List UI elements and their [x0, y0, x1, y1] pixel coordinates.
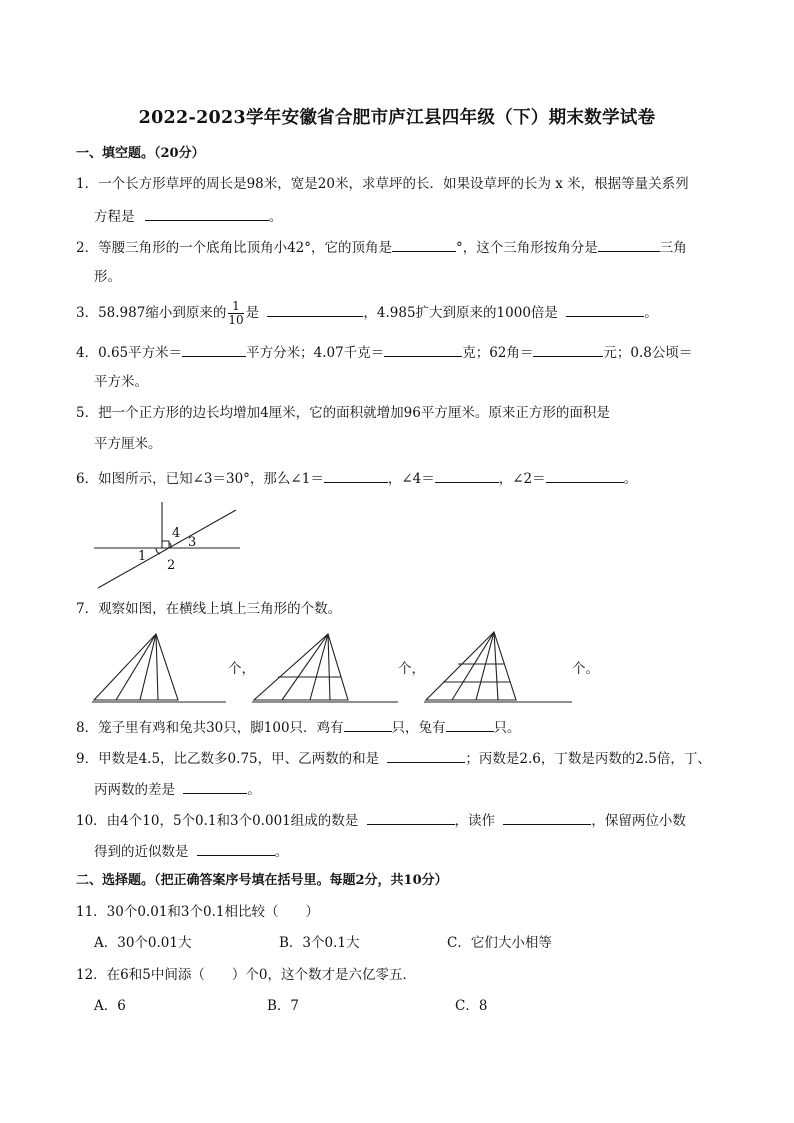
q8-text-a: 8．笼子里有鸡和兔共30只，脚100只．鸡有: [76, 720, 344, 736]
q7-unit-3: 个。: [572, 661, 599, 677]
question-5-line-2: 平方厘米。: [94, 436, 162, 452]
answer-blank[interactable]: [267, 302, 363, 317]
question-1-line-2: [94, 206, 282, 226]
q11-option-a[interactable]: A．30个0.01大: [94, 935, 192, 951]
angle-label-4: 4: [172, 526, 181, 541]
q8-text-c: 只。: [493, 720, 521, 736]
q11-option-b[interactable]: B．3个0.1大: [279, 935, 360, 951]
q4-text-c: 克；62角＝: [462, 345, 534, 361]
question-4-line-2: 平方米。: [94, 374, 148, 390]
answer-blank[interactable]: [598, 237, 660, 252]
answer-blank[interactable]: [324, 468, 388, 483]
q7-unit-2: 个，: [398, 661, 425, 677]
interior-line: [452, 632, 494, 700]
question-4-line-1: [76, 342, 692, 362]
q6-text-d: 。: [623, 471, 638, 487]
question-10-line-2: [94, 841, 288, 861]
q10-text-a: 10．由4个10，5个0.1和3个0.001组成的数是: [76, 813, 359, 829]
q3-text-c: ，4.985扩大到原来的1000倍是: [363, 305, 558, 321]
q9-text-c: 丙两数的差是: [94, 782, 175, 798]
q4-text-b: 平方分米；4.07千克＝: [246, 345, 385, 361]
answer-blank[interactable]: [145, 206, 269, 221]
q3-text-a: 3．58.987缩小到原来的: [76, 305, 227, 321]
fraction-denominator: 10: [228, 313, 244, 327]
answer-blank[interactable]: [446, 717, 494, 732]
angle-label-1: 1: [138, 549, 147, 564]
q4-text-a: 4．0.65平方米＝: [76, 345, 183, 361]
q4-text-d: 元；0.8公顷＝: [603, 345, 693, 361]
question-1-line-1: 1．一个长方形草坪的周长是98米，宽是20米，求草坪的长．如果设草坪的长为 x 米，根据等量关系列: [76, 176, 689, 192]
interior-line: [156, 634, 158, 700]
triangle-figure-1: [92, 630, 228, 704]
q6-text-b: ，∠4＝: [387, 471, 435, 487]
question-9-line-2: [94, 779, 261, 799]
q12-option-a[interactable]: A．6: [94, 998, 126, 1014]
answer-blank[interactable]: [367, 810, 455, 825]
question-11: 11．30个0.01和3个0.1相比较（ ）: [76, 904, 319, 920]
answer-blank[interactable]: [183, 779, 247, 794]
q9-text-b: ；丙数是2.6，丁数是丙数的2.5倍，丁、: [465, 751, 711, 767]
answer-blank[interactable]: [182, 342, 246, 357]
q8-text-b: 只，兔有: [391, 720, 446, 736]
q9-end: 。: [247, 782, 261, 798]
q10-text-b: ，读作: [454, 813, 496, 829]
answer-blank[interactable]: [533, 342, 603, 357]
question-10-line-1: [76, 810, 686, 830]
interior-line: [140, 634, 156, 700]
interior-line: [476, 632, 494, 700]
q3-text-b: 是: [245, 305, 260, 321]
answer-blank[interactable]: [387, 748, 465, 763]
question-2-line-2: 形。: [94, 269, 121, 285]
q7-unit-1: 个，: [228, 661, 255, 677]
slanted-line: [98, 510, 236, 588]
triangle-figure-2: [252, 630, 400, 704]
q2-text-b: °，这个三角形按角分是: [456, 240, 598, 256]
question-8: [76, 717, 521, 737]
outer-triangle: [426, 632, 516, 700]
q9-text-a: 9．甲数是4.5，比乙数多0.75，甲、乙两数的和是: [76, 751, 380, 767]
q6-text-c: ，∠2＝: [498, 471, 546, 487]
question-12: 12．在6和5中间添（ ）个0，这个数才是六亿零五．: [76, 967, 416, 983]
question-6: [76, 468, 637, 488]
fraction-one-tenth: [228, 300, 243, 327]
angle-figure: [90, 498, 245, 590]
q6-text-a: 6．如图所示，已知∠3＝30°，那么∠1＝: [76, 471, 324, 487]
interior-line: [282, 634, 328, 700]
question-5-line-1: 5．把一个正方形的边长均增加4厘米，它的面积就增加96平方厘米。原来正方形的面积是: [76, 405, 610, 421]
angle-label-3: 3: [188, 535, 197, 550]
angle-label-2: 2: [167, 558, 176, 573]
q11-option-c[interactable]: C．它们大小相等: [447, 935, 552, 951]
outer-triangle: [254, 634, 348, 700]
interior-line: [328, 634, 330, 700]
q10-text-c: ，保留两位小数: [591, 813, 686, 829]
question-3: [76, 300, 658, 327]
q2-text-a: 2．等腰三角形的一个底角比顶角小42°，它的顶角是: [76, 240, 393, 256]
interior-line: [310, 634, 328, 700]
answer-blank[interactable]: [546, 468, 624, 483]
answer-blank[interactable]: [344, 717, 392, 732]
answer-blank[interactable]: [435, 468, 499, 483]
question-2-line-1: [76, 237, 687, 257]
interior-line: [116, 634, 156, 700]
page-title: 2022-2023学年安徽省合肥市庐江县四年级（下）期末数学试卷: [138, 108, 656, 128]
q12-option-c[interactable]: C．8: [455, 998, 488, 1014]
question-9-line-1: [76, 748, 711, 768]
fraction-numerator: 1: [228, 300, 243, 314]
q10-text-d: 得到的近似数是: [94, 844, 189, 860]
answer-blank[interactable]: [503, 810, 591, 825]
right-angle-mark: [162, 541, 169, 548]
q2-text-c: 三角: [659, 240, 687, 256]
triangle-figure-3: [424, 630, 574, 704]
section-heading-multiple-choice: 二、选择题。（把正确答案序号填在括号里。每题2分，共10分）: [76, 873, 448, 888]
answer-blank[interactable]: [384, 342, 462, 357]
q12-option-b[interactable]: B．7: [267, 998, 300, 1014]
section-heading-fill-in: 一、填空题。（20分）: [76, 146, 205, 161]
q1-text: 方程是: [94, 209, 135, 225]
answer-blank[interactable]: [197, 841, 275, 856]
answer-blank[interactable]: [566, 302, 644, 317]
answer-blank[interactable]: [392, 237, 456, 252]
q10-end: 。: [274, 844, 289, 860]
question-7: 7．观察如图，在横线上填上三角形的个数。: [76, 601, 342, 617]
q1-end: 。: [268, 209, 283, 225]
q3-text-d: 。: [644, 305, 658, 321]
